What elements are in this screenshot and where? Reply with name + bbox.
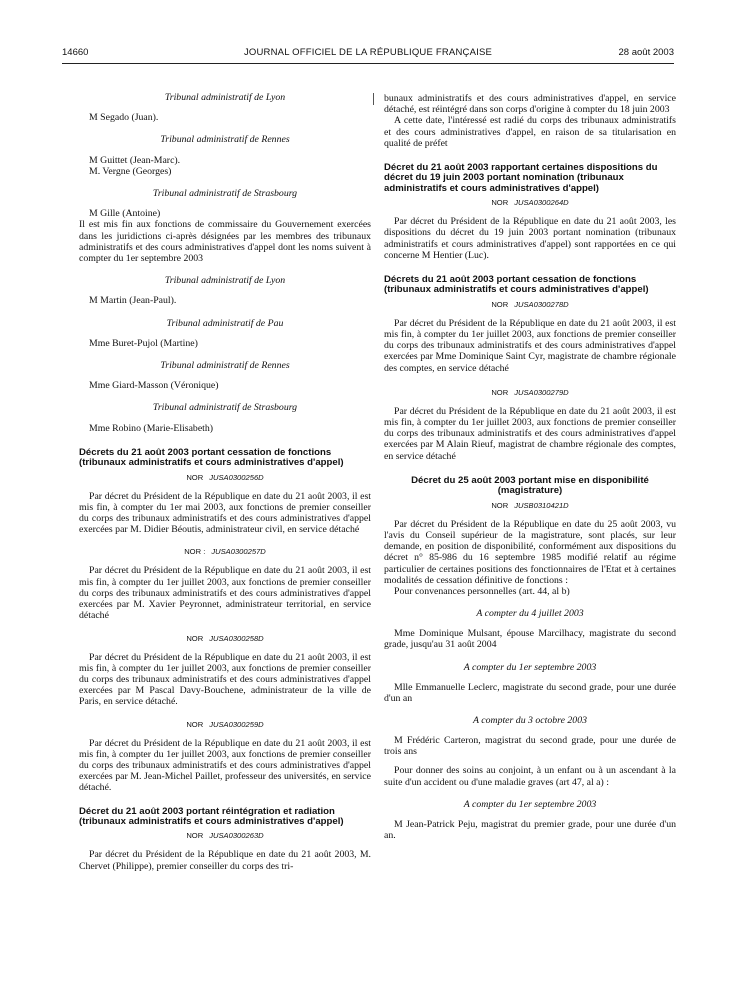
nor-reference (79, 634, 371, 643)
nor-reference (79, 720, 371, 729)
body-paragraph: A cette date, l'intéressé est radié du corps des tribunaux administratifs et des cours administratives d'appel, en raison de sa titularisation en qualité de préfet (384, 115, 676, 149)
nor-code: JUSA0300258D (209, 633, 264, 643)
body-paragraph: bunaux administratifs et des cours administratives d'appel, en service détaché, est réintégré dans son corps d'origine à compter du 18 juin 2003 (384, 93, 676, 116)
body-paragraph: Pour donner des soins au conjoint, à un enfant ou à un ascendant à la suite d'un accident ou d'une maladie graves (art 47, al a) : (384, 765, 676, 788)
nor-code: JUSA0300263D (209, 831, 264, 841)
appointee-name: Mme Giard-Masson (Véronique) (89, 380, 219, 392)
body-paragraph: Par décret du Président de la République en date du 21 août 2003, il est mis fin, à compter du 1er mai 2003, aux fonctions de premier conseiller du corps des tribunaux administratifs et des cours administratives d'appel exercées par M. Didier Béoutis, administrateur civil, en service détaché (79, 490, 371, 536)
body-paragraph: Par décret du Président de la République en date du 21 août 2003, il est mis fin, à compter du 1er juillet 2003, aux fonctions de premier conseiller du corps des tribunaux administratifs et des cours administratives d'appel exercées par M. Jean-Michel Paillet, professeur des universités, en service détaché. (79, 737, 371, 794)
appointee-name: M Segado (Juan). (89, 112, 159, 124)
decree-heading: Décrets du 21 août 2003 portant cessation de fonctions (tribunaux administratifs et cours administratives d'appel) (384, 274, 649, 296)
page-number: 14660 (62, 47, 89, 58)
body-paragraph: Par décret du Président de la République en date du 21 août 2003, il est mis fin, à compter du 1er juillet 2003, aux fonctions de premier conseiller du corps des tribunaux administratifs et des cours administratives d'appel exercées par M Pascal Davy-Bouchene, administrateur de la ville de Paris, en service détaché. (79, 651, 371, 708)
nor-label: NOR (491, 198, 509, 208)
appointee-name: M Gille (Antoine) (89, 208, 161, 220)
court-heading: Tribunal administratif de Lyon (164, 92, 286, 103)
body-paragraph: Il est mis fin aux fonctions de commissaire du Gouvernement exercées dans les juridictions ci-après désignées par les membres des tribunaux administratifs et des cours administratives d'appel dont les noms suivent à compter du 1er septembre 2003 (79, 219, 371, 265)
spacer (384, 757, 676, 765)
body-paragraph: Mlle Emmanuelle Leclerc, magistrate du second grade, pour une durée d'un an (384, 681, 676, 704)
court-heading: Tribunal administratif de Rennes (160, 134, 290, 146)
right-column (384, 93, 676, 841)
nor-code: JUSA0300259D (209, 719, 264, 729)
effective-date-heading: A compter du 3 octobre 2003 (472, 714, 587, 726)
nor-label: NOR (491, 299, 509, 309)
body-paragraph: Par décret du Président de la République en date du 21 août 2003, M. Chervet (Philippe), premier conseiller du corps des tri- (79, 849, 371, 872)
appointee-name: Mme Robino (Marie-Elisabeth) (89, 422, 214, 434)
body-paragraph: Par décret du Président de la République en date du 21 août 2003, il est mis fin, à compter du 1er juillet 2003, aux fonctions de premier conseiller du corps des tribunaux administratifs et des cours administratives d'appel exercées par M Alain Rieuf, magistrat de chambre régionale des comptes, en service détaché (384, 405, 676, 462)
nor-code: JUSB0310421D (514, 500, 569, 510)
body-paragraph: M Jean-Patrick Peju, magistrat du premier grade, pour une durée d'un an. (384, 818, 676, 841)
nor-reference (79, 473, 371, 482)
decree-heading: Décret du 21 août 2003 rapportant certaines dispositions du décret du 19 juin 2003 portant nomination (tribunaux administratifs et cours administratives d'appel) (384, 162, 658, 194)
appointee-name: M Martin (Jean-Paul). (89, 295, 177, 307)
column-divider (373, 93, 374, 105)
court-heading: Tribunal administratif de Strasbourg (152, 402, 298, 414)
issue-date: 28 août 2003 (618, 47, 674, 58)
nor-label: NOR (186, 633, 204, 643)
journal-title: JOURNAL OFFICIEL DE LA RÉPUBLIQUE FRANÇAISE (243, 47, 493, 58)
effective-date-heading: A compter du 1er septembre 2003 (463, 798, 597, 810)
nor-reference (384, 198, 676, 207)
nor-code: JUSA0300256D (209, 472, 264, 482)
effective-date-heading: A compter du 4 juillet 2003 (476, 608, 584, 620)
nor-code: JUSA0300278D (514, 299, 569, 309)
left-column (79, 92, 371, 872)
nor-reference (79, 831, 371, 840)
nor-label: NOR : (184, 547, 206, 557)
nor-label: NOR (186, 831, 204, 841)
nor-code: JUSA0300264D (514, 198, 569, 208)
body-paragraph: Mme Dominique Mulsant, épouse Marcilhacy, magistrate du second grade, jusqu'au 31 août 2004 (384, 628, 676, 651)
court-heading: Tribunal administratif de Rennes (160, 360, 290, 372)
decree-heading: Décret du 21 août 2003 portant réintégration et radiation (tribunaux administratifs et cours administratives d'appel) (79, 805, 344, 827)
appointee-name: M. Vergne (Georges) (89, 165, 172, 177)
nor-label: NOR (186, 472, 204, 482)
body-paragraph: Par décret du Président de la République en date du 21 août 2003, il est mis fin, à compter du 1er juillet 2003, aux fonctions de premier conseiller du corps des tribunaux administratifs et des cours administratives d'appel exercées par Mme Dominique Saint Cyr, magistrate de chambre régionale des comptes, en service détaché (384, 317, 676, 374)
appointee-name: M Guittet (Jean-Marc). (89, 154, 181, 166)
nor-label: NOR (491, 500, 509, 510)
nor-reference (384, 300, 676, 309)
nor-code: JUSA0300279D (514, 387, 569, 397)
nor-label: NOR (186, 719, 204, 729)
nor-code: JUSA0300257D (211, 547, 266, 557)
decree-heading: Décrets du 21 août 2003 portant cessation de fonctions (tribunaux administratifs et cours administratives d'appel) (79, 446, 344, 469)
header-rule (62, 63, 674, 64)
court-heading: Tribunal administratif de Pau (166, 317, 284, 329)
body-paragraph: Pour convenances personnelles (art. 44, al b) (394, 585, 570, 597)
court-heading: Tribunal administratif de Strasbourg (152, 188, 298, 200)
nor-reference (79, 547, 371, 556)
effective-date-heading: A compter du 1er septembre 2003 (463, 661, 597, 673)
body-paragraph: Par décret du Président de la République en date du 21 août 2003, il est mis fin, à compter du 1er juillet 2003, aux fonctions de premier conseiller du corps des tribunaux administratifs et des cours administratives d'appel exercées par M. Xavier Peyronnet, administrateur territorial, en service détaché (79, 565, 371, 622)
appointee-name: Mme Buret-Pujol (Martine) (89, 337, 198, 349)
body-paragraph: Par décret du Président de la République en date du 21 août 2003, les dispositions du décret du 19 juin 2003 portant nomination (tribunaux administratifs et cours administratives d'appel) sont rapportées en ce qui concerne M Hentier (Luc). (384, 216, 676, 261)
nor-reference (384, 388, 676, 397)
nor-label: NOR (491, 387, 509, 397)
body-paragraph: Par décret du Président de la République en date du 25 août 2003, vu l'avis du Conseil supérieur de la magistrature, sont placés, sur leur demande, en position de disponibilité, conformément aux dispositions du décret n° 85-986 du 16 septembre 1985 modifié relatif au régime particulier de certaines positions des fonctionnaires de l'Etat et à certaines modalités de cessation définitive de fonctions : (384, 518, 676, 586)
decree-heading: Décret du 25 août 2003 portant mise en disponibilité (magistrature) (411, 474, 649, 497)
court-heading: Tribunal administratif de Lyon (164, 275, 286, 287)
page-header (62, 47, 674, 61)
nor-reference (384, 501, 676, 510)
body-paragraph: M Frédéric Carteron, magistrat du second grade, pour une durée de trois ans (384, 734, 676, 758)
